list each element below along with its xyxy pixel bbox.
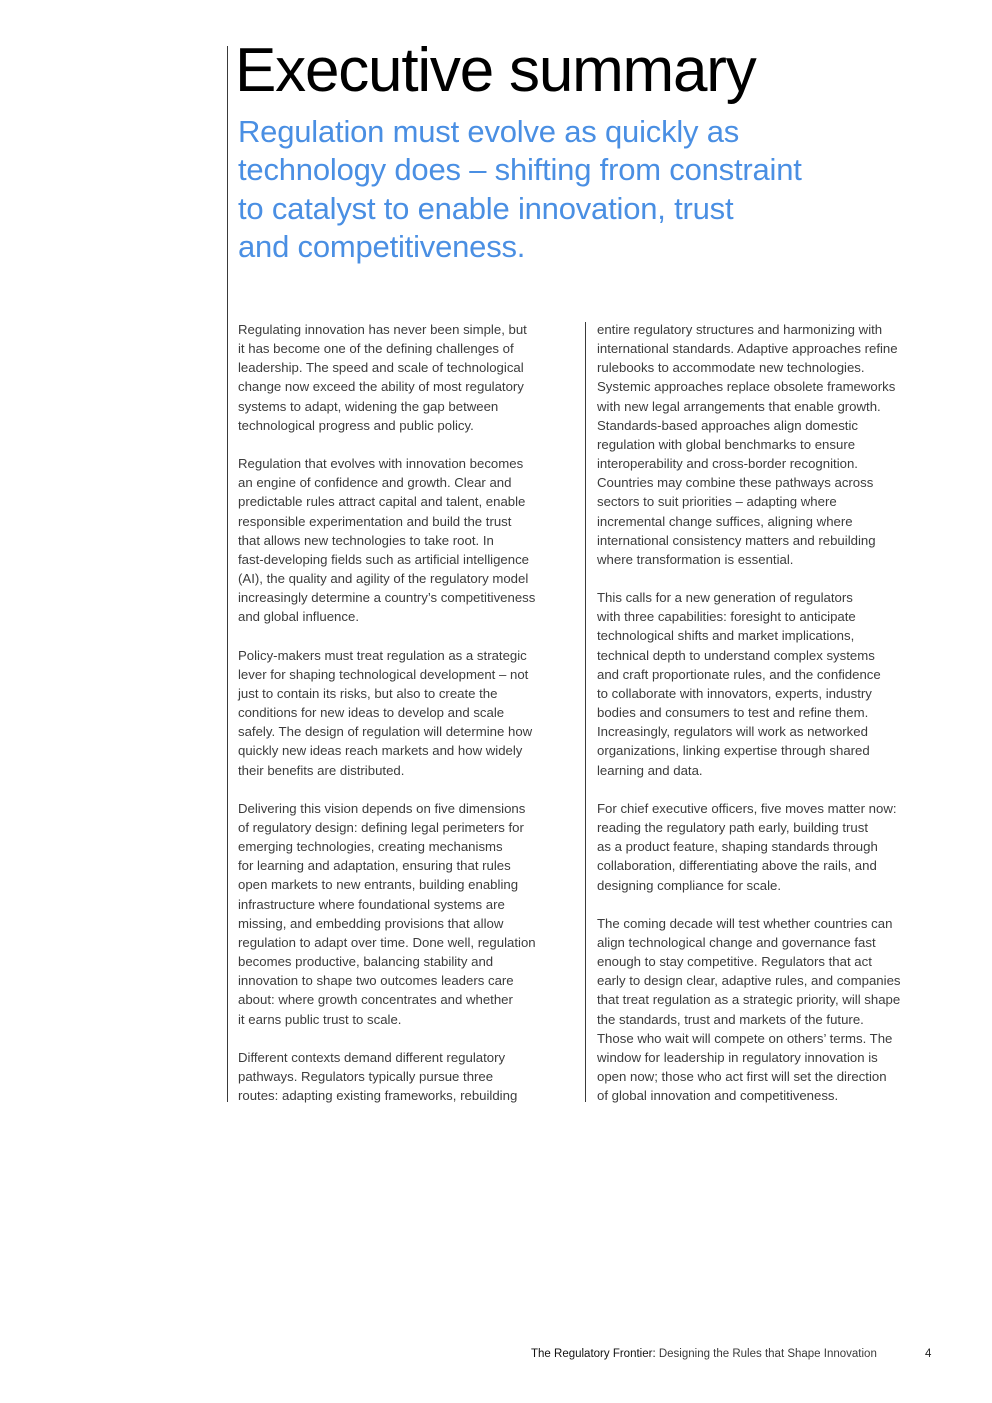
paragraph-line: window for leadership in regulatory innovation is — [597, 1049, 878, 1065]
paragraph-line: routes: adapting existing frameworks, rebuilding — [238, 1088, 518, 1104]
body-paragraph — [238, 1048, 578, 1105]
subtitle-line: to catalyst to enable innovation, trust — [238, 190, 734, 226]
paragraph-line: predictable rules attract capital and talent, enable — [238, 494, 526, 510]
paragraph-line: as a product feature, shaping standards through — [597, 839, 878, 855]
paragraph-line: enough to stay competitive. Regulators that act — [597, 954, 872, 970]
running-footer — [531, 1347, 877, 1361]
body-paragraph — [597, 914, 942, 1106]
paragraph-line: align technological change and governance fast — [597, 934, 876, 950]
paragraph-line: quickly new ideas reach markets and how widely — [238, 743, 523, 759]
paragraph-line: increasingly determine a country’s competitiveness — [238, 590, 536, 606]
paragraph-line: regulation with global benchmarks to ensure — [597, 436, 856, 452]
paragraph-line: it earns public trust to scale. — [238, 1011, 402, 1027]
paragraph-line: Systemic approaches replace obsolete frameworks — [597, 379, 896, 395]
body-paragraph — [238, 646, 578, 780]
paragraph-line: the standards, trust and markets of the future. — [597, 1011, 864, 1027]
paragraph-line: designing compliance for scale. — [597, 877, 781, 893]
paragraph-line: incremental change suffices, aligning where — [597, 513, 853, 529]
paragraph-line: just to contain its risks, but also to create the — [238, 685, 498, 701]
paragraph-line: change now exceed the ability of most regulatory — [238, 379, 524, 395]
paragraph-line: technological shifts and market implications, — [597, 628, 855, 644]
paragraph-line: Regulating innovation has never been simple, but — [238, 322, 527, 337]
paragraph-line: lever for shaping technological development – not — [238, 666, 529, 682]
paragraph-line: international standards. Adaptive approaches refine — [597, 341, 898, 357]
paragraph-line: responsible experimentation and build the trust — [238, 513, 512, 529]
paragraph-line: open now; those who act first will set the direction — [597, 1069, 887, 1085]
left-margin-rule — [227, 46, 228, 1102]
body-paragraph — [238, 799, 578, 1029]
paragraph-line: technical depth to understand complex systems — [597, 647, 875, 663]
paragraph-line: that treat regulation as a strategic priority, will shape — [597, 992, 901, 1008]
page-number: 4 — [925, 1348, 932, 1360]
paragraph-line: entire regulatory structures and harmonizing with — [597, 322, 883, 337]
paragraph-line: fast-developing fields such as artificial intelligence — [238, 551, 530, 567]
paragraph-line: of global innovation and competitiveness. — [597, 1088, 839, 1104]
paragraph-line: interoperability and cross-border recognition. — [597, 456, 858, 472]
subtitle-line: Regulation must evolve as quickly as — [238, 114, 740, 149]
paragraph-line: innovation to shape two outcomes leaders care — [238, 973, 514, 989]
paragraph-line: an engine of confidence and growth. Clear and — [238, 475, 512, 491]
paragraph-line: Policy-makers must treat regulation as a strategic — [238, 647, 527, 663]
paragraph-line: becomes productive, balancing stability and — [238, 954, 494, 970]
paragraph-line: technological progress and public policy. — [238, 417, 474, 433]
paragraph-line: and craft proportionate rules, and the confidence — [597, 666, 881, 682]
paragraph-line: The coming decade will test whether countries can — [597, 915, 893, 931]
paragraph-line: organizations, linking expertise through shared — [597, 743, 870, 759]
body-column-left — [238, 320, 578, 1124]
paragraph-line: emerging technologies, creating mechanisms — [238, 839, 503, 855]
paragraph-line: and global influence. — [238, 609, 359, 625]
paragraph-line: Delivering this vision depends on five dimensions — [238, 800, 526, 816]
footer-report-title: The Regulatory Frontier: — [531, 1348, 656, 1360]
paragraph-line: Countries may combine these pathways across — [597, 475, 874, 491]
paragraph-line: conditions for new ideas to develop and scale — [238, 705, 505, 721]
paragraph-line: Those who wait will compete on others’ terms. The — [597, 1030, 893, 1046]
column-divider-rule — [585, 322, 586, 1102]
paragraph-line: systems to adapt, widening the gap between — [238, 398, 499, 414]
paragraph-line: early to design clear, adaptive rules, and companies — [597, 973, 901, 989]
paragraph-line: about: where growth concentrates and whether — [238, 992, 513, 1008]
paragraph-line: safely. The design of regulation will determine how — [238, 724, 533, 740]
paragraph-line: learning and data. — [597, 762, 703, 778]
paragraph-line: pathways. Regulators typically pursue three — [238, 1069, 494, 1085]
paragraph-line: This calls for a new generation of regulators — [597, 590, 853, 606]
paragraph-line: to collaborate with innovators, experts, industry — [597, 685, 872, 701]
paragraph-line: with new legal arrangements that enable growth. — [597, 398, 881, 414]
paragraph-line: international consistency matters and rebuilding — [597, 532, 876, 548]
paragraph-line: Increasingly, regulators will work as networked — [597, 724, 868, 740]
paragraph-line: missing, and embedding provisions that allow — [238, 915, 504, 931]
subtitle-line: technology does – shifting from constraint — [238, 152, 802, 188]
paragraph-line: regulation to adapt over time. Done well, regulation — [238, 934, 536, 950]
page-title: Executive summary — [235, 36, 756, 105]
paragraph-line: reading the regulatory path early, building trust — [597, 820, 868, 836]
paragraph-line: sectors to suit priorities – adapting where — [597, 494, 837, 510]
body-column-right — [597, 320, 942, 1125]
paragraph-line: rulebooks to accommodate new technologies. — [597, 360, 865, 376]
body-paragraph — [238, 454, 578, 626]
paragraph-line: leadership. The speed and scale of technological — [238, 360, 524, 376]
paragraph-line: collaboration, differentiating above the rails, and — [597, 858, 877, 874]
page-subtitle — [238, 113, 858, 266]
paragraph-line: infrastructure where foundational systems are — [238, 896, 505, 912]
paragraph-line: Regulation that evolves with innovation becomes — [238, 456, 524, 472]
body-paragraph — [597, 799, 942, 895]
paragraph-line: of regulatory design: defining legal perimeters for — [238, 820, 524, 836]
paragraph-line: with three capabilities: foresight to anticipate — [597, 609, 856, 625]
body-paragraph — [597, 320, 942, 569]
footer-report-subtitle: Designing the Rules that Shape Innovation — [655, 1348, 877, 1360]
subtitle-line: and competitiveness. — [238, 228, 526, 264]
paragraph-line: Standards-based approaches align domestic — [597, 417, 858, 433]
body-paragraph — [238, 320, 578, 435]
paragraph-line: (AI), the quality and agility of the regulatory model — [238, 571, 529, 587]
paragraph-line: that allows new technologies to take root. In — [238, 532, 494, 548]
paragraph-line: their benefits are distributed. — [238, 762, 405, 778]
paragraph-line: where transformation is essential. — [597, 551, 794, 567]
paragraph-line: For chief executive officers, five moves matter now: — [597, 800, 897, 816]
paragraph-line: for learning and adaptation, ensuring that rules — [238, 858, 511, 874]
body-paragraph — [597, 588, 942, 780]
paragraph-line: Different contexts demand different regulatory — [238, 1049, 506, 1065]
paragraph-line: open markets to new entrants, building enabling — [238, 877, 519, 893]
paragraph-line: it has become one of the defining challenges of — [238, 341, 514, 357]
paragraph-line: bodies and consumers to test and refine them. — [597, 705, 869, 721]
